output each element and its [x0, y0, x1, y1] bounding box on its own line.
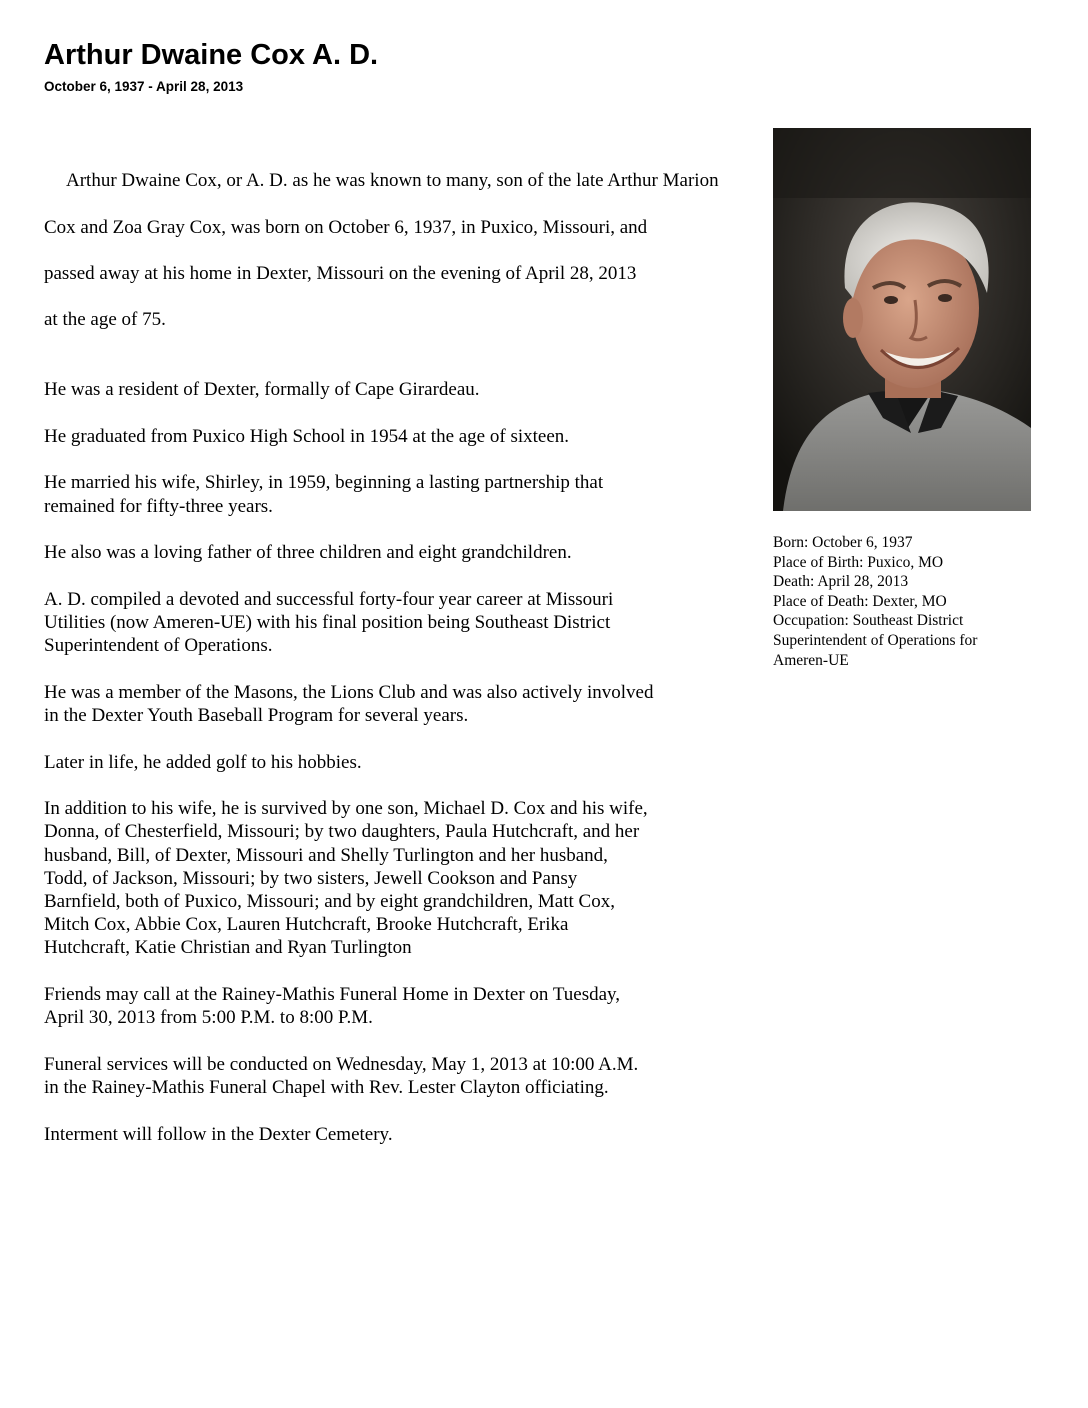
obituary-paragraph-family: He also was a loving father of three children and eight grandchildren.: [44, 542, 572, 564]
death-fact: Death: April 28, 2013: [773, 573, 909, 591]
obituary-paragraph-marriage: He married his wife, Shirley, in 1959, beginning a lasting partnership that remained for fifty-three years.: [44, 472, 604, 517]
obituary-paragraph-services: Funeral services will be conducted on Wednesday, May 1, 2013 at 10:00 A.M. in the Rainey-Mathis Funeral Chapel with Rev. Lester Clayton officiating.: [44, 1053, 639, 1098]
obituary-line: passed away at his home in Dexter, Missouri on the evening of April 28, 2013: [44, 263, 637, 285]
obituary-paragraph-residence: He was a resident of Dexter, formally of Cape Girardeau.: [44, 379, 480, 401]
obituary-line: at the age of 75.: [44, 309, 166, 331]
birth-place-fact: Place of Birth: Puxico, MO: [773, 553, 944, 571]
portrait-illustration: [773, 128, 1031, 511]
obituary-line: Arthur Dwaine Cox, or A. D. as he was known to many, son of the late Arthur Marion: [66, 170, 719, 192]
life-dates: October 6, 1937 - April 28, 2013: [44, 79, 244, 94]
obituary-paragraph-survivors: In addition to his wife, he is survived by one son, Michael D. Cox and his wife, Donna, of Chesterfield, Missouri; by two daughters, Paula Hutchcraft, and her husband, Bill, of Dexter, Missouri and Shelly Turlington and her husband, Todd, of Jackson, Missouri; by two sisters, Jewell Cookson and Pansy Barnfield, both of Puxico, Missouri; and by eight grandchildren, Matt Cox, Mitch Cox, Abbie Cox, Lauren Hutchcraft, Brooke Hutchcraft, Erika Hutchcraft, Katie Christian and Ryan Turlington: [44, 798, 648, 959]
obituary-paragraph-education: He graduated from Puxico High School in 1954 at the age of sixteen.: [44, 425, 570, 447]
death-place-fact: Place of Death: Dexter, MO: [773, 592, 947, 610]
born-fact: Born: October 6, 1937: [773, 534, 913, 551]
obituary-paragraph-intro: [44, 146, 834, 355]
obituary-paragraph-interment: Interment will follow in the Dexter Cemetery.: [44, 1123, 393, 1145]
obituary-paragraph-visitation: Friends may call at the Rainey-Mathis Funeral Home in Dexter on Tuesday, April 30, 2013 from 5:00 P.M. to 8:00 P.M.: [44, 984, 621, 1029]
portrait-photo: [773, 128, 1031, 511]
occupation-fact: Superintendent of Operations for: [773, 631, 978, 649]
page-title: Arthur Dwaine Cox A. D.: [44, 39, 379, 71]
obituary-paragraph-career: A. D. compiled a devoted and successful forty-four year career at Missouri Utilities (now Ameren-UE) with his final position being Southeast District Superintendent of Operations.: [44, 588, 614, 657]
occupation-fact: Ameren-UE: [773, 651, 849, 669]
obituary-paragraph-memberships: He was a member of the Masons, the Lions Club and was also actively involved in the Dexter Youth Baseball Program for several years.: [44, 681, 654, 726]
occupation-fact: Occupation: Southeast District: [773, 612, 964, 630]
obituary-text: [44, 146, 754, 1169]
obituary-paragraph-hobbies: Later in life, he added golf to his hobbies.: [44, 751, 362, 773]
obituary-line: Cox and Zoa Gray Cox, was born on October 6, 1937, in Puxico, Missouri, and: [44, 216, 648, 238]
vital-facts: [773, 533, 1033, 670]
